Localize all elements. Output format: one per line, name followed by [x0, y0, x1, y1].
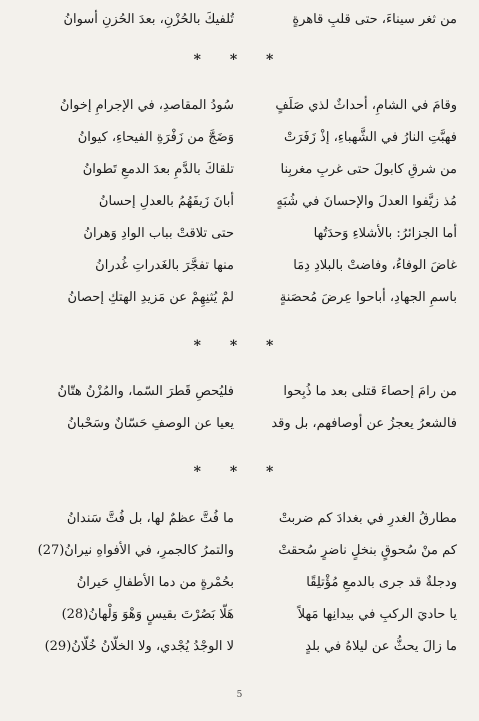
verse-row — [0, 378, 479, 406]
right-hemistich: مطارقُ الغدرِ في بغدادَ كم ضربتْ — [278, 511, 457, 526]
verse-row — [0, 505, 479, 533]
section-separator: * * * — [193, 338, 286, 354]
left-hemistich: تلقاكَ بالدَّمِ بعدَ الدمعِ تَطوانُ — [82, 162, 234, 177]
left-hemistich: فليُحصِ قَطرَ السّما، والمُزْنُ هتّانُ — [57, 384, 234, 399]
right-hemistich: مُذ زيَّفوا العدلَ والإحسانَ في شُبَهٍ — [276, 194, 457, 209]
verse-row — [0, 6, 479, 34]
section-separator: * * * — [193, 464, 286, 480]
verse-row — [0, 601, 479, 629]
right-hemistich: غاضَ الوفاءُ، وفاضتْ بالبلادِ دِمَا — [293, 258, 457, 273]
right-hemistich: يا حاديَ الركبِ في بيدانِها مَهلاً — [297, 607, 457, 622]
right-hemistich: باسمِ الجهادِ، أباحوا عِرضَ مُحصَنةٍ — [279, 290, 457, 305]
left-hemistich: وَضَجَّ من زَفْرَةِ الفيحاءِ، كيوانُ — [77, 130, 234, 145]
right-hemistich: من ثغر سيناءَ، حتى قلبِ قاهرةٍ — [292, 12, 457, 27]
verse-row — [0, 633, 479, 661]
left-hemistich: بحُمْرةٍ من دما الأطفالِ حَيرانُ — [76, 575, 234, 590]
left-hemistich: والتمرُ كالجمرِ، في الأفواهِ نيرانُ(27) — [37, 543, 234, 558]
left-hemistich: منها تفجَّرَ بالغَدراتِ غُدرانُ — [95, 258, 234, 273]
left-hemistich: لا الوجْدُ يُجْدي، ولا الخلّانُ خُلّانُ(29) — [44, 639, 234, 654]
right-hemistich: ودجلةٌ قد جرى بالدمعِ مُؤْتلِقًا — [306, 575, 457, 590]
right-hemistich: فالشعرُ يعجزُ عن أوصافهم، بل وقد — [271, 416, 457, 431]
left-hemistich: سُودُ المقاصدِ، في الإجرامِ إخوانُ — [59, 98, 234, 113]
verse-row — [0, 252, 479, 280]
verse-row — [0, 410, 479, 438]
right-hemistich: فهبَّتِ النارُ في الشَّهباءِ، إذْ زَفَرَتْ — [284, 130, 457, 145]
verse-row — [0, 284, 479, 312]
verse-row — [0, 537, 479, 565]
verse-row — [0, 188, 479, 216]
verse-row — [0, 220, 479, 248]
left-hemistich: تُلفيكَ بالحُزْنِ، بعدَ الحُزنِ أسوانُ — [63, 12, 234, 27]
left-hemistich: يعيا عن الوصفِ حَسّانٌ وسَحْبانُ — [67, 416, 234, 431]
right-hemistich: من رامَ إحصاءَ قتلى بعد ما ذُبِحوا — [283, 384, 457, 399]
section-separator: * * * — [193, 52, 286, 68]
left-hemistich: حتى تلاقتْ بباب الوادِ وَهرانُ — [83, 226, 234, 241]
left-hemistich: هَلّا بَصُرْتَ بقيسٍ وَهْوَ وَلْهانُ(28) — [61, 607, 234, 622]
verse-row — [0, 92, 479, 120]
right-hemistich: وقامَ في الشامِ، أحداثٌ لذي صَلَفٍ — [275, 98, 457, 113]
verse-row — [0, 124, 479, 152]
left-hemistich: أبانَ زَيفَهُمُ بالعدلِ إحسانُ — [98, 194, 234, 209]
right-hemistich: كم منْ سُحوقٍ بنخلٍ ناضرٍ سُحقتْ — [278, 543, 457, 558]
right-hemistich: أما الجزائرُ: بالأشلاءِ وَحدَتُها — [313, 226, 457, 241]
verse-row — [0, 569, 479, 597]
left-hemistich: لمْ يُثنِهِمْ عن مَزيدِ الهتكِ إحصانُ — [67, 290, 234, 305]
left-hemistich: ما فُتَّ عظمٌ لها، بل فُتَّ سَندانُ — [66, 511, 234, 526]
verse-row — [0, 156, 479, 184]
page-number: 5 — [236, 690, 243, 700]
right-hemistich: ما زالَ يحثُّ عن ليلاهُ في بلدٍ — [305, 639, 457, 654]
right-hemistich: من شرقِ كابولَ حتى غربِ مغربِنا — [280, 162, 457, 177]
